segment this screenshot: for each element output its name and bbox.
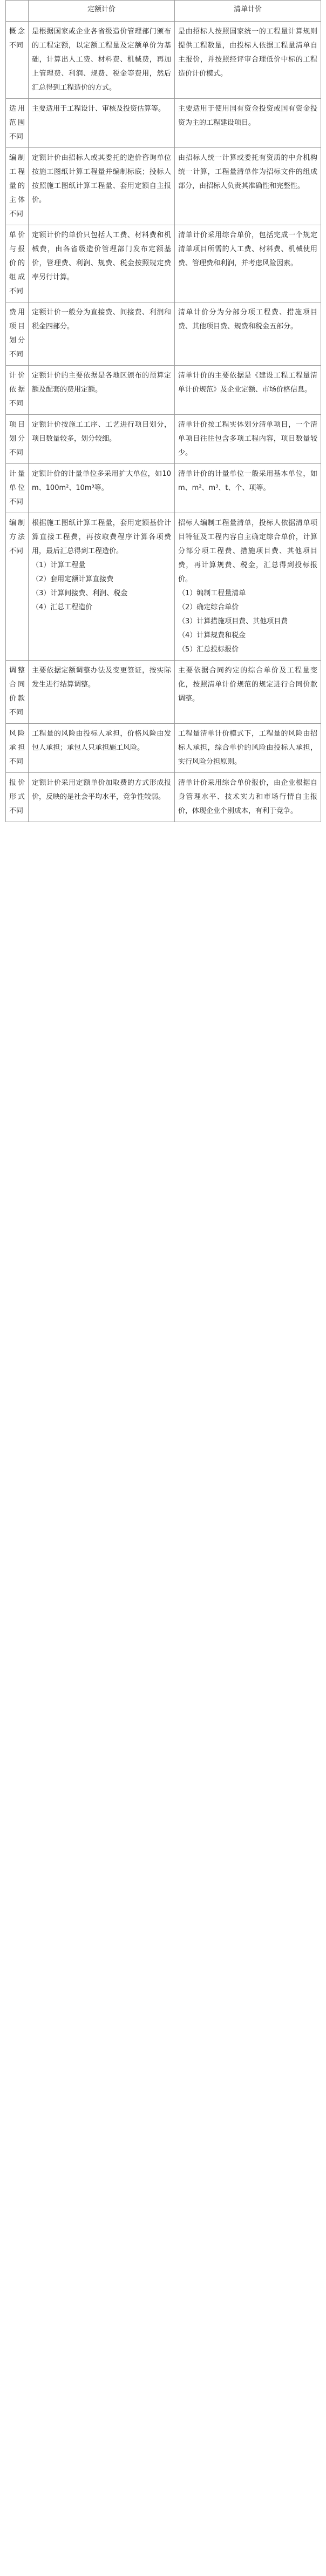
row-label: 计量单位不同 bbox=[6, 464, 29, 513]
quota-cell: 定额计价的主要依据是各地区颁布的预算定额及配套的费用定额。 bbox=[29, 366, 175, 415]
row-label: 报价形式不同 bbox=[6, 773, 29, 822]
table-row bbox=[6, 302, 321, 366]
row-label: 计价依据不同 bbox=[6, 366, 29, 415]
table-row bbox=[6, 661, 321, 724]
row-label: 费用项目划分不同 bbox=[6, 302, 29, 366]
quota-cell: 定额计价的单价只包括人工费、材料费和机械费，由各省级造价管理部门发布定额基价，管理费、利润、规费、税金按照规定费率另行计算。 bbox=[29, 225, 175, 302]
table-row bbox=[6, 366, 321, 415]
list-cell: 清单计价采用综合单价报价，由企业根据自身管理水平、技术实力和市场行情自主报价，体现企业个别成本，有利于竞争。 bbox=[175, 773, 321, 822]
row-label: 编制方法不同 bbox=[6, 513, 29, 661]
list-cell: 主要适用于使用国有资金投资或国有资金投资为主的工程建设项目。 bbox=[175, 99, 321, 148]
header-blank bbox=[6, 1, 29, 22]
quota-cell: 定额计价的计量单位多采用扩大单位，如10m、100m²、10m³等。 bbox=[29, 464, 175, 513]
header-list-pricing: 清单计价 bbox=[175, 1, 321, 22]
row-label: 单价与报价的组成不同 bbox=[6, 225, 29, 302]
row-label: 编制工程量的主体不同 bbox=[6, 148, 29, 225]
table-row bbox=[6, 464, 321, 513]
list-cell: 清单计价的计量单位一般采用基本单位，如m、m²、m³、t、个、项等。 bbox=[175, 464, 321, 513]
table-row bbox=[6, 773, 321, 822]
quota-cell: 工程量的风险由投标人承担，价格风险由发包人承担；承包人只承担施工风险。 bbox=[29, 724, 175, 773]
list-cell: 主要依据合同约定的综合单价及工程量变化，按照清单计价规范的规定进行合同价款调整。 bbox=[175, 661, 321, 724]
table-row bbox=[6, 225, 321, 302]
quota-cell: 是根据国家或企业各省级造价管理部门颁布的工程定额，以定额工程量及定额单价为基础，计算出人工费、材料费、机械费，再加上管理费、利润、规费、税金等费用，然后汇总得到工程造价的方式。 bbox=[29, 22, 175, 99]
list-cell: 由招标人统一计算或委托有资质的中介机构统一计算，工程量清单作为招标文件的组成部分，由招标人负责其准确性和完整性。 bbox=[175, 148, 321, 225]
table-header bbox=[6, 1, 321, 22]
list-cell: 工程量清单计价模式下，工程量的风险由招标人承担，综合单价的风险由投标人承担，实行风险分担原则。 bbox=[175, 724, 321, 773]
list-cell: 清单计价按工程实体划分清单项目，一个清单项目往往包含多项工程内容，项目数量较少。 bbox=[175, 415, 321, 464]
quota-cell: 定额计价由招标人或其委托的造价咨询单位按施工图纸计算工程量并编制标底；投标人按照施工图纸计算工程量、套用定额自主报价。 bbox=[29, 148, 175, 225]
quota-cell: 主要适用于工程设计、审核及投资估算等。 bbox=[29, 99, 175, 148]
comparison-table bbox=[5, 0, 321, 822]
quota-cell: 定额计价一般分为直接费、间接费、利润和税金四部分。 bbox=[29, 302, 175, 366]
list-cell: 招标人编制工程量清单，投标人依据清单项目特征及工程内容自主确定综合单价，计算分部分项工程费、措施项目费、其他项目费，再计算规费、税金，汇总得到投标报价。 （1）编制工程量清单 （2）确定综合单价 （3）计算措施项目费、其他项目费 （4）计算规费和税金 （5）汇总投标报价 bbox=[175, 513, 321, 661]
table-body bbox=[6, 22, 321, 822]
quota-cell: 定额计价采用定额单价加取费的方式形成报价，反映的是社会平均水平，竞争性较弱。 bbox=[29, 773, 175, 822]
list-cell: 清单计价分为分部分项工程费、措施项目费、其他项目费、规费和税金五部分。 bbox=[175, 302, 321, 366]
table-row bbox=[6, 22, 321, 99]
quota-cell: 主要依据定额调整办法及变更签证，按实际发生进行结算调整。 bbox=[29, 661, 175, 724]
row-label: 概念不同 bbox=[6, 22, 29, 99]
row-label: 风险承担不同 bbox=[6, 724, 29, 773]
table-row bbox=[6, 99, 321, 148]
list-cell: 清单计价的主要依据是《建设工程工程量清单计价规范》及企业定额、市场价格信息。 bbox=[175, 366, 321, 415]
header-row bbox=[6, 1, 321, 22]
table-row bbox=[6, 513, 321, 661]
header-quota-pricing: 定额计价 bbox=[29, 1, 175, 22]
list-cell: 是由招标人按照国家统一的工程量计算规则提供工程数量，由投标人依据工程量清单自主报价，并按照经评审合理低价中标的工程造价计价模式。 bbox=[175, 22, 321, 99]
table-row bbox=[6, 724, 321, 773]
table-row bbox=[6, 415, 321, 464]
row-label: 调整合同价款不同 bbox=[6, 661, 29, 724]
quota-cell: 定额计价按施工工序、工艺进行项目划分，项目数量较多，划分较细。 bbox=[29, 415, 175, 464]
list-cell: 清单计价采用综合单价，包括完成一个规定清单项目所需的人工费、材料费、机械使用费、管理费和利润，并考虑风险因素。 bbox=[175, 225, 321, 302]
quota-cell: 根据施工图纸计算工程量，套用定额基价计算直接工程费，再按取费程序计算各项费用，最后汇总得到工程造价。 （1）计算工程量 （2）套用定额计算直接费 （3）计算间接费、利润、税金 （4）汇总工程造价 bbox=[29, 513, 175, 661]
table-row bbox=[6, 148, 321, 225]
row-label: 适用范围不同 bbox=[6, 99, 29, 148]
row-label: 项目划分不同 bbox=[6, 415, 29, 464]
